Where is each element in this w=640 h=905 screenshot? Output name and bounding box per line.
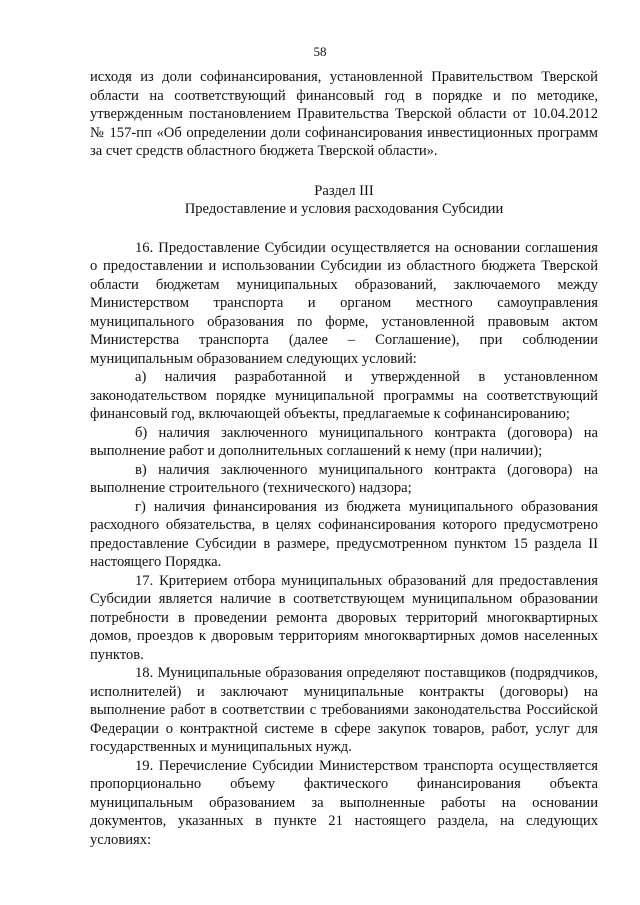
paragraph-19: 19. Перечисление Субсидии Министерством транспорта осуществляется пропорционально объему фактического финансирования объекта муниципальным образованием за выполненные работы на основании документов, указанных в пункте 21 настоящего раздела, на следующих условиях: [90,757,598,848]
spacer [90,219,598,239]
paragraph-16: 16. Предоставление Субсидии осуществляется на основании соглашения о предоставлении и использовании Субсидии из областного бюджета Тверской области бюджетам муниципальных образований, заключаемого между Министерством транспорта и органом местного самоуправления муниципального образования по форме, установленной правовым актом Министерства транспорта (далее – Соглашение), при соблюдении муниципальным образованием следующих условий: [90,239,598,367]
section-title: Предоставление и условия расходования Субсидии [184,201,504,217]
condition-v: в) наличия заключенного муниципального контракта (договора) на выполнение строительного (технического) надзора; [90,461,598,496]
spacer [90,161,598,182]
condition-a: а) наличия разработанной и утвержденной в установленном законодательством порядке муниципальной программы на соответствующий финансовый год, включающей объекты, предлагаемые к софинансированию; [90,369,598,422]
page-number: 58 [313,44,327,59]
paragraph-17: 17. Критерием отбора муниципальных образований для предоставления Субсидии является наличие в соответствующем муниципальном образовании потребности в проведении ремонта дворовых территорий многоквартирных домов, проездов к дворовым территориям многоквартирных домов населенных пунктов. [90,572,598,663]
condition-g: г) наличия финансирования из бюджета муниципального образования расходного обязательства, в целях софинансирования которого предусмотрено предоставление Субсидии в размере, предусмотренном пунктом 15 раздела II настоящего Порядка. [90,498,598,570]
paragraph-18: 18. Муниципальные образования определяют поставщиков (подрядчиков, исполнителей) и заключают муниципальные контракты (договоры) на выполнение работ в соответствии с требованиями законодательства Российской Федерации о контрактной системе в сфере закупок товаров, работ, услуг для государственных и муниципальных нужд. [90,665,598,755]
section-number: Раздел III [314,182,374,199]
document-body [90,68,598,849]
intro-paragraph: исходя из доли софинансирования, установленной Правительством Тверской области на соответствующий финансовый год в порядке и по методике, утвержденным постановлением Правительства Тверской области от 10.04.2012 № 157-пп «Об определении доли софинансирования инвестиционных программ за счет средств областного бюджета Тверской области». [90,69,598,159]
condition-b: б) наличия заключенного муниципального контракта (договора) на выполнение работ и дополнительных соглашений к нему (при наличии); [90,424,598,459]
